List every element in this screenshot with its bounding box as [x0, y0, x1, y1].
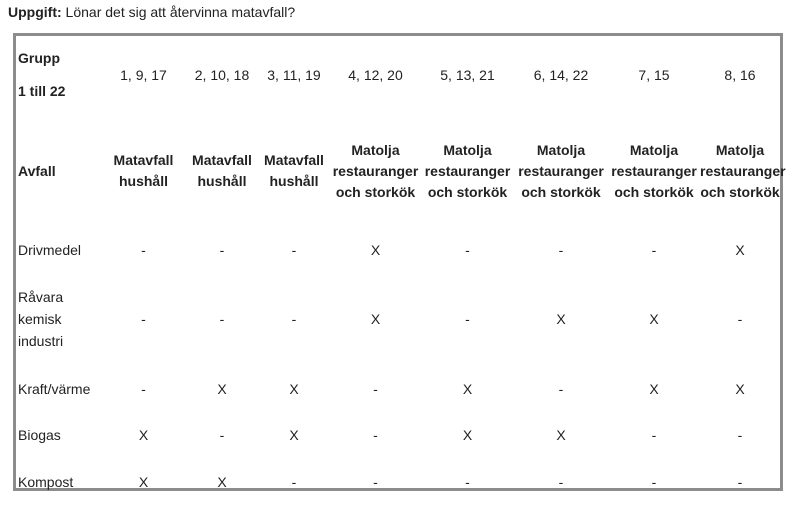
group-cell: 6, 14, 22	[533, 66, 589, 83]
mark-cell: X	[556, 426, 566, 443]
table-row	[16, 272, 780, 366]
mark-cell: -	[373, 426, 378, 443]
mark-cell: -	[558, 473, 564, 490]
row-label	[16, 272, 101, 366]
avfall-cell-line: och storkök	[427, 183, 508, 200]
avfall-cell-line: hushåll	[197, 173, 247, 189]
avfall-row	[16, 114, 780, 228]
task-line	[8, 4, 295, 20]
task-label: Uppgift:	[8, 4, 62, 20]
avfall-cell	[700, 114, 786, 228]
row-label-line: Kompost	[18, 473, 74, 490]
row-label-line: Råvara	[18, 289, 64, 305]
mark-cell: -	[141, 380, 146, 397]
mark-cell: X	[556, 310, 566, 327]
avfall-cell-line: Matolja	[536, 141, 586, 158]
row-label-line: Kraft/värme	[18, 380, 91, 397]
avfall-cell-line: och storkök	[700, 183, 780, 200]
row-label	[16, 412, 101, 458]
avfall-cell-line: restauranger	[611, 162, 697, 179]
avfall-header: Avfall	[18, 162, 56, 179]
avfall-cell-line: och storkök	[521, 183, 601, 200]
mark-cell: X	[735, 380, 745, 397]
mark-cell: X	[138, 473, 149, 490]
mark-cell: -	[465, 473, 470, 490]
mark-cell: X	[370, 310, 381, 327]
group-cell: 1, 9, 17	[120, 66, 167, 83]
table-row	[16, 412, 780, 458]
avfall-cell	[514, 114, 608, 228]
task-text: Lönar det sig att återvinna matavfall?	[65, 4, 296, 20]
mark-cell: X	[649, 310, 659, 327]
mark-cell: X	[138, 426, 149, 443]
mark-cell: -	[651, 426, 657, 443]
mark-cell: -	[291, 473, 297, 490]
mark-cell: -	[141, 310, 146, 327]
mark-cell: -	[737, 310, 743, 327]
avfall-cell-line: Matolja	[351, 141, 400, 158]
mark-cell: -	[219, 426, 225, 443]
mark-cell: -	[219, 310, 225, 327]
avfall-cell	[101, 114, 186, 228]
mark-cell: -	[373, 380, 378, 397]
avfall-cell-line: restauranger	[518, 162, 604, 179]
row-label	[16, 366, 101, 412]
mark-cell: X	[217, 380, 227, 397]
mark-cell: -	[737, 426, 743, 443]
group-row	[16, 36, 780, 114]
row-label	[16, 458, 101, 506]
avfall-cell-line: och storkök	[614, 183, 694, 200]
avfall-cell-line: restauranger	[424, 162, 511, 179]
group-cell: 3, 11, 19	[267, 66, 321, 83]
avfall-cell-line: restauranger	[332, 162, 419, 179]
mark-cell: -	[465, 310, 470, 327]
mark-cell: -	[141, 241, 146, 258]
avfall-cell	[608, 114, 700, 228]
mark-cell: -	[291, 310, 297, 327]
avfall-cell	[258, 114, 330, 228]
mark-cell: X	[289, 380, 299, 397]
row-label-line: Biogas	[18, 426, 61, 443]
mark-cell: -	[291, 241, 297, 258]
avfall-cell-line: restauranger	[700, 162, 786, 179]
mark-cell: -	[651, 241, 657, 258]
group-header-line: Grupp	[18, 50, 60, 66]
table-row	[16, 228, 780, 272]
avfall-cell-line: Matolja	[443, 141, 492, 158]
mark-cell: X	[735, 241, 745, 258]
mark-cell: -	[373, 473, 378, 490]
avfall-cell	[330, 114, 421, 228]
mark-cell: -	[219, 241, 225, 258]
row-label-line: kemisk	[18, 311, 62, 327]
row-label-line: industri	[18, 333, 64, 349]
avfall-cell	[186, 114, 258, 228]
table-body	[16, 36, 786, 506]
mark-cell: -	[558, 241, 564, 258]
recycling-table	[16, 36, 786, 506]
group-cell: 7, 15	[638, 66, 670, 83]
mark-cell: X	[370, 241, 381, 258]
avfall-cell-line: hushåll	[118, 173, 168, 189]
avfall-cell-line: Matavfall	[113, 152, 174, 168]
avfall-cell-line: Matolja	[629, 141, 679, 158]
row-label-line: Drivmedel	[18, 241, 82, 258]
mark-cell: -	[651, 473, 657, 490]
mark-cell: X	[289, 426, 299, 443]
avfall-cell-line: och storkök	[335, 183, 416, 200]
group-cell: 5, 13, 21	[440, 66, 495, 83]
mark-cell: X	[649, 380, 659, 397]
avfall-cell-line: hushåll	[269, 173, 319, 189]
mark-cell: -	[737, 473, 743, 490]
group-cell: 8, 16	[724, 66, 756, 83]
table-row	[16, 366, 780, 412]
group-header-line: 1 till 22	[18, 83, 66, 99]
mark-cell: -	[558, 380, 564, 397]
group-header	[16, 36, 101, 114]
group-cell: 4, 12, 20	[348, 66, 403, 83]
mark-cell: X	[217, 473, 227, 490]
avfall-cell-line: Matavfall	[264, 152, 324, 168]
avfall-cell-line: Matavfall	[192, 152, 252, 168]
group-cell: 2, 10, 18	[194, 66, 250, 83]
mark-cell: X	[462, 426, 473, 443]
avfall-cell	[421, 114, 514, 228]
mark-cell: X	[462, 380, 473, 397]
table-row	[16, 458, 780, 506]
mark-cell: -	[465, 241, 470, 258]
row-label	[16, 228, 101, 272]
avfall-cell-line: Matolja	[715, 141, 765, 158]
table-frame	[13, 33, 786, 491]
